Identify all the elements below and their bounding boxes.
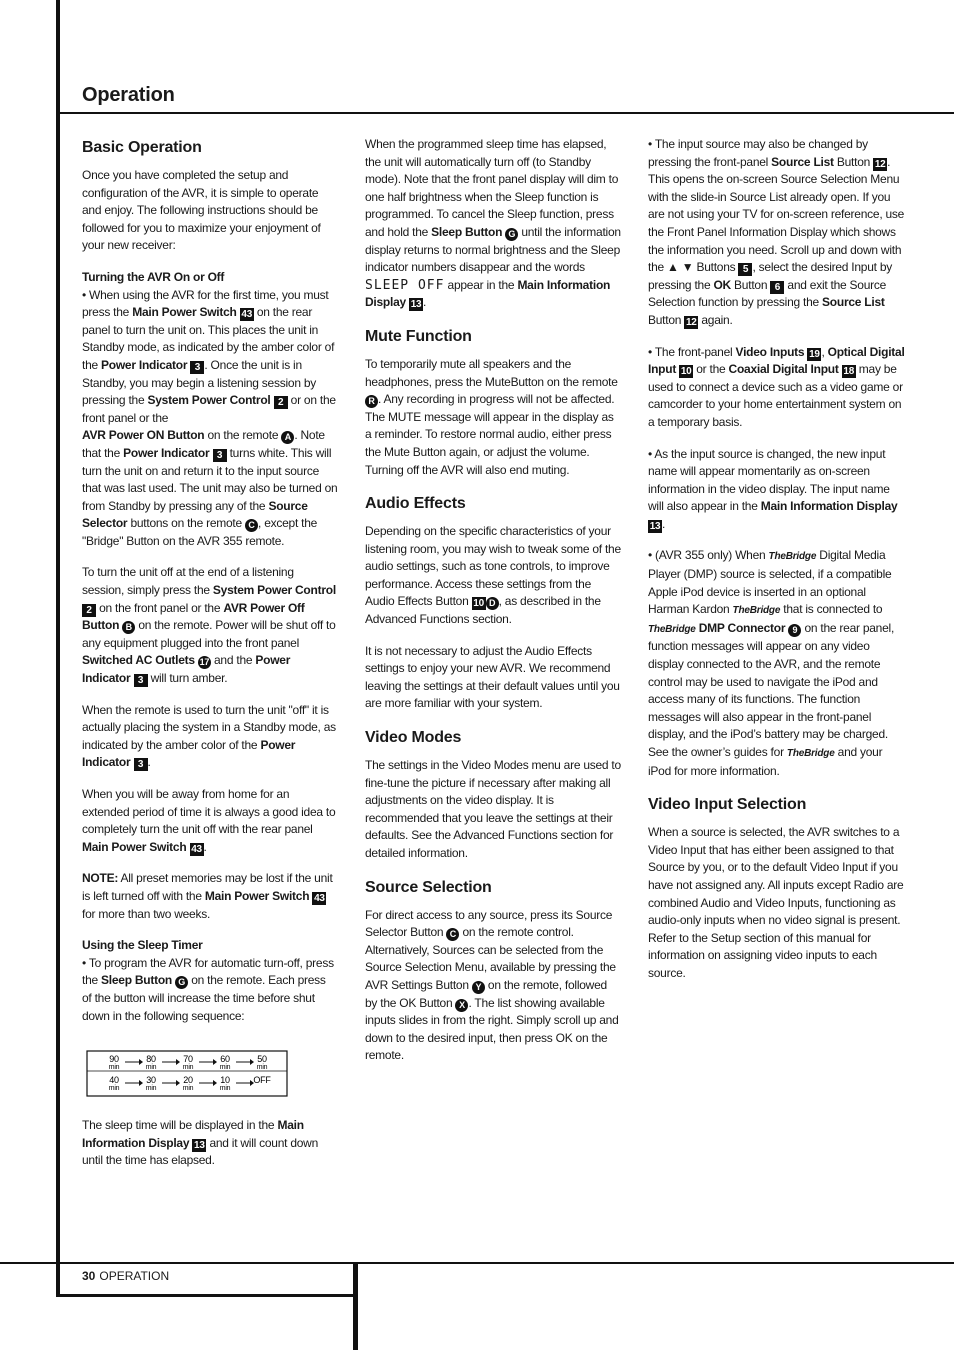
source-list-paragraph: • The input source may also be changed by pressing the front-panel Source List Button 12 . This opens the on-screen Source Selection Menu with the slide-in Source List already open. If you are not using your TV for on-screen reference, use the Front Panel Information Display which shows the information you need. Scroll up and down with the ▲ ▼ Buttons 5 , select the desired Input by pressing the OK Button 6 and exit the Source Selection function by pressing the Source List Button 12 again. bbox=[648, 137, 905, 328]
timer-arrowhead bbox=[213, 1059, 217, 1065]
front-inputs-paragraph: • The front-panel Video Inputs 19 , Optical Digital Input 10 or the Coaxial Digital Input 18 may be used to connect a device such as a video game or camcorder to your home entertainment system on a temporary basis. bbox=[648, 344, 905, 429]
timer-arrowhead bbox=[250, 1059, 254, 1065]
ref-badge: 43 bbox=[241, 309, 253, 321]
audio-paragraph-1: Depending on the specific characteristics of your listening room, you may wish to tweak some of the audio settings, such as tone controls, to improve performance. Access these settings from the Audio Effects Button 10 D , as described in the Advanced Functions section. bbox=[365, 524, 621, 627]
timer-arrowhead bbox=[139, 1080, 143, 1086]
timer-arrowhead bbox=[139, 1059, 143, 1065]
bridge-logo: TheBridge bbox=[648, 623, 696, 635]
away-paragraph: When you will be away from home for an extended period of time it is always a good idea to completely turn the unit off with the rear panel Main Power Switch 43 . bbox=[82, 787, 336, 855]
sleep-timer-sequence-diagram bbox=[86, 1045, 288, 1095]
page-number: 30 bbox=[82, 1269, 96, 1283]
timer-value: 90 bbox=[109, 1054, 119, 1065]
page-footer bbox=[82, 1269, 169, 1283]
footer-underline bbox=[56, 1294, 358, 1297]
heading-video-modes: Video Modes bbox=[365, 729, 462, 747]
audio-paragraph-2: It is not necessary to adjust the Audio Effects settings to enjoy your new AVR. We recommend leaving the settings at their default values until you are more familiar with your system. bbox=[365, 643, 620, 711]
timer-unit: min bbox=[256, 1064, 268, 1072]
column-1 bbox=[82, 137, 338, 1179]
timer-arrowhead bbox=[176, 1059, 180, 1065]
mute-paragraph: To temporarily mute all speakers and the headphones, press the MuteButton on the remote R . Any recording in progress will not be affected. The MUTE message will appear in the display as a reminder. To restore normal audio, either press the Mute Button again, or adjust the volume. Turning off the AVR will also end muting. bbox=[365, 356, 618, 477]
video-input-selection-paragraph: When a source is selected, the AVR switches to a Video Input that has either been assigned to that Source by you, or to the default Video Input if you have not assigned any. All inputs except Radio are combined Audio and Video Inputs, functioning as audio-only inputs when no video signal is present. Refer to the Setup section of this manual for information on assigning video inputs to each source. bbox=[648, 825, 904, 980]
header-rule bbox=[56, 112, 954, 114]
timer-unit: min bbox=[182, 1064, 194, 1072]
timer-value: OFF bbox=[253, 1075, 271, 1086]
bridge-logo: TheBridge bbox=[768, 551, 817, 563]
column-2 bbox=[365, 136, 622, 1074]
heading-sleep-timer: Using the Sleep Timer bbox=[82, 938, 203, 953]
timer-arrowhead bbox=[176, 1080, 180, 1086]
footer-section: OPERATION bbox=[99, 1269, 170, 1283]
sleep-off-lcd-text: SLEEP OFF bbox=[365, 277, 445, 293]
footer-divider bbox=[353, 1262, 358, 1350]
heading-mute-function: Mute Function bbox=[365, 327, 472, 345]
timer-unit: min bbox=[108, 1085, 120, 1093]
timer-arrowhead bbox=[213, 1080, 217, 1086]
power-off-paragraph: To turn the unit off at the end of a listening session, simply press the System Power Control 2 on the front panel or the AVR Power Off Button B on the remote. Power will be shut off to any equipment plugged into the front panel Switched AC Outlets 17 and the Power Indicator 3 will turn amber. bbox=[82, 565, 336, 687]
display-paragraph: The sleep time will be displayed in the Main Information Display 13 and it will count down until the time has elapsed. bbox=[82, 1118, 319, 1168]
timer-value: 40 bbox=[109, 1075, 119, 1086]
heading-source-selection: Source Selection bbox=[365, 878, 492, 896]
timer-value: 80 bbox=[146, 1054, 156, 1065]
page-title: Operation bbox=[82, 84, 175, 106]
bridge-paragraph: • (AVR 355 only) When TheBridge Digital Media Player (DMP) source is selected, if a compatible Apple iPod device is inserted in an optional Harman Kardon TheBridge that is connected to TheBridge DMP Connector 9 on the rear panel, function messages will appear on any video display connected to the AVR, and the remote control may be used to navigate the iPod and access many of its functions. The function messages will also appear in the front-panel display, and the iPod’s battery may be charged. See the owner’s guides for TheBridge and your iPod for more information. bbox=[648, 548, 895, 778]
power-on-paragraph: • When using the AVR for the first time, you must press the Main Power Switch 43 on the rear panel to turn the unit on. This places the unit in Standby mode, as indicated by the amber color of the Power Indicator 3 . Once the unit is in Standby, you may begin a listening session by pressing the System Power Control 2 or on the front panel or the AVR Power ON Button on the remote A . Note that the Power Indicator 3 turns white. This will turn the unit on and return it to the input source that was last used. The unit may also be turned on from Standby by pressing any of the Source Selector buttons on the remote C , except the "Bridge" Button on the AVR 355 remote. bbox=[82, 287, 338, 548]
note-paragraph: NOTE: All preset memories may be lost if the unit is left turned off with the Main Power Switch 43 for more than two weeks. bbox=[82, 871, 333, 921]
sleep-sequence-svg bbox=[86, 1045, 288, 1097]
column-3 bbox=[648, 136, 906, 992]
footer-rule bbox=[0, 1262, 954, 1264]
remote-standby-paragraph: When the remote is used to turn the unit "off" it is actually placing the system in a Standby mode, as indicated by the amber color of the Power Indicator 3 . bbox=[82, 702, 336, 771]
timer-value: 10 bbox=[220, 1075, 230, 1086]
timer-value: 20 bbox=[183, 1075, 193, 1086]
ref-badge: 3 bbox=[213, 449, 227, 462]
source-selection-paragraph: For direct access to any source, press its Source Selector Button C on the remote control. Alternatively, Sources can be selected from the Source Selection Menu, available by pressing the AVR Settings Button Y on the remote, followed by the OK Button X . The list showing available inputs slides in from the right. Simply scroll up and down to the desired input, then press OK on the remote. bbox=[365, 907, 619, 1063]
video-modes-paragraph: The settings in the Video Modes menu are used to fine-tune the picture if necessary after making all adjustments on the video display. It is recommended that you leave the settings at their defaults. See the Advanced Functions section for detailed information. bbox=[365, 758, 621, 860]
remote-ref-icon: C bbox=[245, 519, 258, 532]
ref-badge: 2 bbox=[274, 396, 288, 409]
heading-turning-on-off: Turning the AVR On or Off bbox=[82, 269, 225, 284]
timer-value: 60 bbox=[220, 1054, 230, 1065]
heading-audio-effects: Audio Effects bbox=[365, 495, 466, 513]
sleep-paragraph: • To program the AVR for automatic turn-off, press the Sleep Button G on the remote. Each press of the button will increase the time before shut down in the following sequence: bbox=[82, 955, 334, 1023]
timer-unit: min bbox=[219, 1064, 231, 1072]
timer-value: 30 bbox=[146, 1075, 156, 1086]
heading-video-input-selection: Video Input Selection bbox=[648, 796, 807, 814]
bridge-logo: TheBridge bbox=[786, 748, 835, 759]
timer-value: 50 bbox=[257, 1054, 267, 1065]
remote-ref-icon: A bbox=[281, 431, 294, 444]
up-down-arrows-icon: ▲ ▼ bbox=[667, 260, 694, 275]
timer-unit: min bbox=[145, 1085, 157, 1093]
timer-unit: min bbox=[145, 1064, 157, 1072]
timer-unit: min bbox=[219, 1085, 231, 1093]
left-margin-rule bbox=[56, 0, 60, 1296]
timer-unit: min bbox=[108, 1064, 120, 1072]
sleep-elapsed-paragraph: When the programmed sleep time has elapsed, the unit will automatically turn off (to Standby mode). Note that the front panel display will dim to one half brightness when the Sleep function is programmed. To cancel the Sleep function, press and hold the Sleep Button G until the information display returns to normal brightness and the Sleep indicator numbers disappear and the words SLEEP OFF appear in the Main Information Display 13 . bbox=[365, 137, 621, 311]
ref-badge: 3 bbox=[190, 361, 204, 374]
intro-paragraph: Once you have completed the setup and configuration of the AVR, it is simple to operate and enjoy. The following instructions should be followed for you to maximize your enjoyment of your new receiver: bbox=[82, 168, 321, 253]
bridge-logo: TheBridge bbox=[732, 605, 781, 617]
heading-basic-operation: Basic Operation bbox=[82, 139, 202, 156]
timer-unit: min bbox=[182, 1085, 194, 1093]
timer-value: 70 bbox=[183, 1054, 193, 1065]
input-name-paragraph: • As the input source is changed, the new input name will appear momentarily as on-screen information in the video display. The input name will also appear in the Main Information Display 13 . bbox=[648, 446, 898, 532]
